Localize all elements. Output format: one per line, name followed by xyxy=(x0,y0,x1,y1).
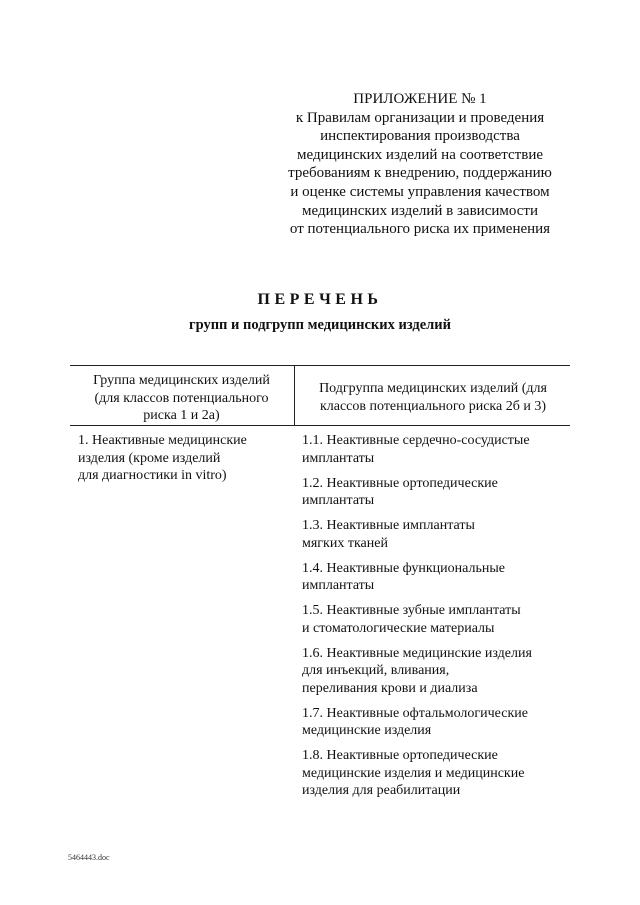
appendix-line: инспектирования производства xyxy=(320,128,520,145)
subgroup-line: 1.2. Неактивные ортопедические xyxy=(302,475,498,491)
subgroup-item xyxy=(302,747,564,800)
subgroup-item xyxy=(302,602,564,637)
subgroup-line: и стоматологические материалы xyxy=(302,620,495,636)
group-line: для диагностики in vitro) xyxy=(78,468,227,483)
subgroup-line: имплантаты xyxy=(302,493,375,508)
subgroup-line: медицинские изделия и медицинские xyxy=(302,765,525,781)
header-line: Группа медицинских изделий xyxy=(93,373,270,388)
table-header-group xyxy=(74,372,289,425)
subgroup-line: 1.4. Неактивные функциональные xyxy=(302,560,505,576)
subgroup-line: 1.6. Неактивные медицинские изделия xyxy=(302,645,532,661)
subgroup-item xyxy=(302,560,564,595)
appendix-block xyxy=(270,90,570,239)
appendix-line: медицинских изделий на соответствие xyxy=(297,146,543,163)
table-header-rule xyxy=(70,425,570,426)
subgroup-line: имплантаты xyxy=(302,578,375,593)
header-line: классов потенциального риска 2б и 3) xyxy=(319,398,547,414)
subgroup-line: изделия для реабилитации xyxy=(302,783,461,798)
appendix-line: к Правилам организации и проведения xyxy=(295,109,545,126)
table-header-subgroup xyxy=(302,380,564,415)
group-line: изделия (кроме изделий xyxy=(78,450,221,466)
group-cell xyxy=(78,432,293,485)
group-line: 1. Неактивные медицинские xyxy=(78,433,247,448)
subgroup-line: переливания крови и диализа xyxy=(302,680,478,696)
appendix-line: медицинских изделий в зависимости xyxy=(302,202,538,219)
subgroup-line: 1.7. Неактивные офтальмологические xyxy=(302,705,528,721)
subgroup-item xyxy=(302,645,564,698)
appendix-line: от потенциального риска их применения xyxy=(289,221,551,238)
header-line: риска 1 и 2а) xyxy=(143,408,220,423)
appendix-title: ПРИЛОЖЕНИЕ № 1 xyxy=(353,91,487,107)
document-title: ПЕРЕЧЕНЬ xyxy=(257,291,383,308)
subgroup-line: 1.5. Неактивные зубные имплантаты xyxy=(302,603,521,618)
header-line: Подгруппа медицинских изделий (для xyxy=(319,381,547,396)
subgroup-list xyxy=(302,432,564,807)
subgroup-line: 1.8. Неактивные ортопедические xyxy=(302,748,498,763)
table-top-rule xyxy=(70,365,570,366)
subgroup-item xyxy=(302,705,564,740)
appendix-line: требованиям к внедрению, поддержанию xyxy=(288,165,552,182)
header-line: (для классов потенциального xyxy=(94,390,269,406)
subgroup-line: 1.3. Неактивные имплантаты xyxy=(302,518,475,533)
document-subtitle: групп и подгрупп медицинских изделий xyxy=(188,317,451,333)
subgroup-item xyxy=(302,475,564,510)
subgroup-line: медицинские изделия xyxy=(302,723,432,738)
footer-filename: 5464443.doc xyxy=(68,853,110,862)
subgroup-item xyxy=(302,432,564,467)
subgroup-line: мягких тканей xyxy=(302,535,388,551)
subgroup-line: 1.1. Неактивные сердечно-сосудистые xyxy=(302,433,530,448)
subgroup-item xyxy=(302,517,564,552)
subgroup-line: для инъекций, вливания, xyxy=(302,663,450,678)
subgroup-line: имплантаты xyxy=(302,450,375,466)
appendix-line: и оценке системы управления качеством xyxy=(290,183,550,200)
header-column-divider xyxy=(294,365,295,425)
